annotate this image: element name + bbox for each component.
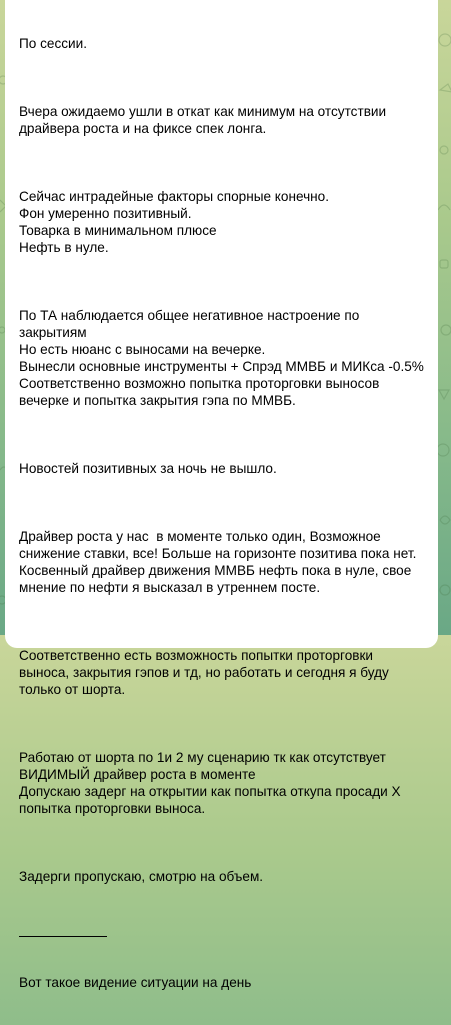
message-paragraph: Драйвер роста у нас в моменте только один, Возможное снижение ставки, все! Больше на горизонте позитива пока нет. Косвенный драйвер движения ММВБ нефть пока в нуле, свое мнение по нефти я высказал в утреннем посте. (19, 529, 417, 595)
message-signature: Вот такое видение ситуации на день (19, 975, 252, 990)
message-paragraph: Работаю от шорта по 1и 2 му сценарию тк как отсутствует ВИДИМЫЙ драйвер роста в моменте Допускаю задерг на открытии как попытка откупа просади Х попытка проторговки выноса. (19, 750, 401, 816)
message-paragraph: Вчера ожидаемо ушли в откат как минимум на отсутствии драйвера роста и на фиксе спек лонга. (19, 104, 387, 136)
message-paragraph: Сейчас интрадейные факторы спорные конечно. Фон умеренно позитивный. Товарка в минимальном плюсе Нефть в нуле. (19, 189, 330, 255)
message-paragraph: Новостей позитивных за ночь не вышло. (19, 461, 277, 476)
message-text (19, 1, 428, 1025)
message-paragraph: Соответственно есть возможность попытки проторговки выноса, закрытия гэпов и тд, но работать и сегодня я буду только от шорта. (19, 648, 389, 697)
message-paragraph: По сессии. (19, 36, 88, 51)
separator-line (19, 936, 107, 937)
message-bubble (5, 0, 438, 990)
message-paragraph: Задерги пропускаю, смотрю на объем. (19, 869, 264, 884)
message-paragraph: По ТА наблюдается общее негативное настроение по закрытиям Но есть нюанс с выносами на вечерке. Вынесли основные инструменты + Спрэд ММВБ и МИКса -0.5% Соответственно возможно попытка проторговки выносов вечерке и попытка закрытия гэпа по ММВБ. (19, 308, 424, 408)
